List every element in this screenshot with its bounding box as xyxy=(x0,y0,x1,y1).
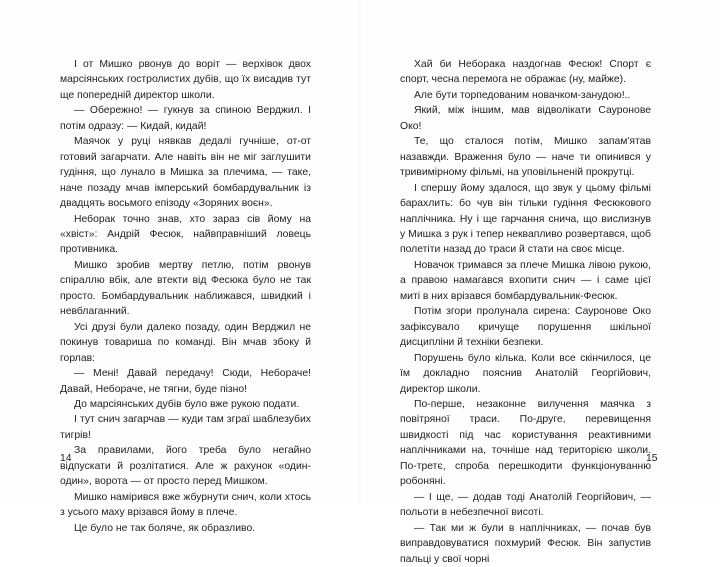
paragraph: Який, між іншим, мав відволікати Сауронове Око! xyxy=(400,105,651,132)
paragraph: — Обережно! — гукнув за спиною Верджил. І потім одразу: — Кидай, кидай! xyxy=(60,105,311,132)
paragraph: Те, що сталося потім, Мишко запам'ятав назавжди. Враження було — наче ти опинився у тривимірному фільмі, на уповільненій прокрутці. xyxy=(400,136,651,179)
right-text-column xyxy=(400,57,651,567)
page-number: 15 xyxy=(646,453,658,464)
paragraph: Новачок тримався за плече Мишка лівою рукою, а правою намагався вхопити снич — і саме цієї миті в них врізався бомбардувальник-Фесюк. xyxy=(400,259,651,302)
left-page xyxy=(0,0,360,534)
paragraph: Мишко зробив мертву петлю, потім рвонув спіраллю вбік, але втекти від Фесюка було не так просто. Бомбардувальник наближався, швидкий і невблаганний. xyxy=(60,259,311,318)
paragraph: По-перше, незаконне вилучення маячка з повітряної траси. По-друге, перевищення швидкості під час користування реактивними наплічниками на, точніше над територією школи. По-третє, спроба перешкодити функціонуванню робоняні. xyxy=(400,398,651,488)
paragraph: Мишко намірився вже жбурнути снич, коли хтось з усього маху врізався йому в плече. xyxy=(60,491,311,519)
paragraph: Неборак точно знав, хто зараз сів йому на «хвіст»: Андрій Фесюк, найвправніший ловець противника. xyxy=(60,213,311,256)
paragraph: Хай би Неборака наздогнав Фесюк! Спорт є спорт, чесна перемога не ображає (ну, майже). xyxy=(400,59,651,86)
paragraph: Це було не так боляче, як образливо. xyxy=(74,522,256,534)
paragraph: До марсіянських дубів було вже рукою подати. xyxy=(74,398,300,410)
paragraph: І тут снич загарчав — куди там зграї шаблезубих тигрів! xyxy=(60,414,311,441)
paragraph: Порушень було кілька. Коли все скінчилося, це їм докладно пояснив Анатолій Георгійович, директор школи. xyxy=(400,352,651,395)
paragraph: — Так ми ж були в наплічниках, — почав був виправдовуватися похмурий Фесюк. Він запустив пальці у свої чорні xyxy=(400,522,651,565)
paragraph: Потім згори пролунала сирена: Сауронове Око зафіксувало кричуще порушення шкільної дисципліни й техніки безпеки. xyxy=(400,306,651,349)
page-number: 14 xyxy=(60,453,72,464)
paragraph: — І ще, — додав тоді Анатолій Георгійович, — польоти в небезпечної висоті. xyxy=(400,491,651,519)
paragraph: І от Мишко рвонув до воріт — верхівок двох марсіянських гостролистих дубів, що їх висадив тут ще попередній директор школи. xyxy=(60,59,311,101)
paragraph: Маячок у руці нявкав дедалі гучніше, от-от готовий загарчати. Але навіть він не міг заглушити гудіння, що лунало в Мишка за плечима, — таке, наче позаду мчав імперський бомбардувальник із двадцять восьмого епізоду «Зоряних воєн». xyxy=(60,136,311,210)
paragraph: За правилами, його треба було негайно відпускати й розлітатися. Але ж рахунок «один-один», ворота — от просто перед Мишком. xyxy=(60,445,311,488)
paragraph: — Мені! Давай передачу! Сюди, Небораче! Давай, Небораче, не тягни, буде пізно! xyxy=(60,368,311,395)
left-text-column xyxy=(60,57,311,536)
paragraph: Усі друзі були далеко позаду, один Верджил не покинув товариша по команді. Він мчав збоку й горлав: xyxy=(60,321,311,364)
right-page xyxy=(360,0,720,565)
paragraph: І спершу йому здалося, що звук у цьому фільмі барахлить: бо чув він тільки гудіння Фесюкового наплічника. Ну і ще гарчання снича, що вислизнув у Мишка з рук і тепер неквапливо розвертався, щоб полетіти назад до траси й стати на своє місце. xyxy=(400,182,651,256)
paragraph: Але бути торпедованим новачком-занудою!.. xyxy=(414,89,631,101)
